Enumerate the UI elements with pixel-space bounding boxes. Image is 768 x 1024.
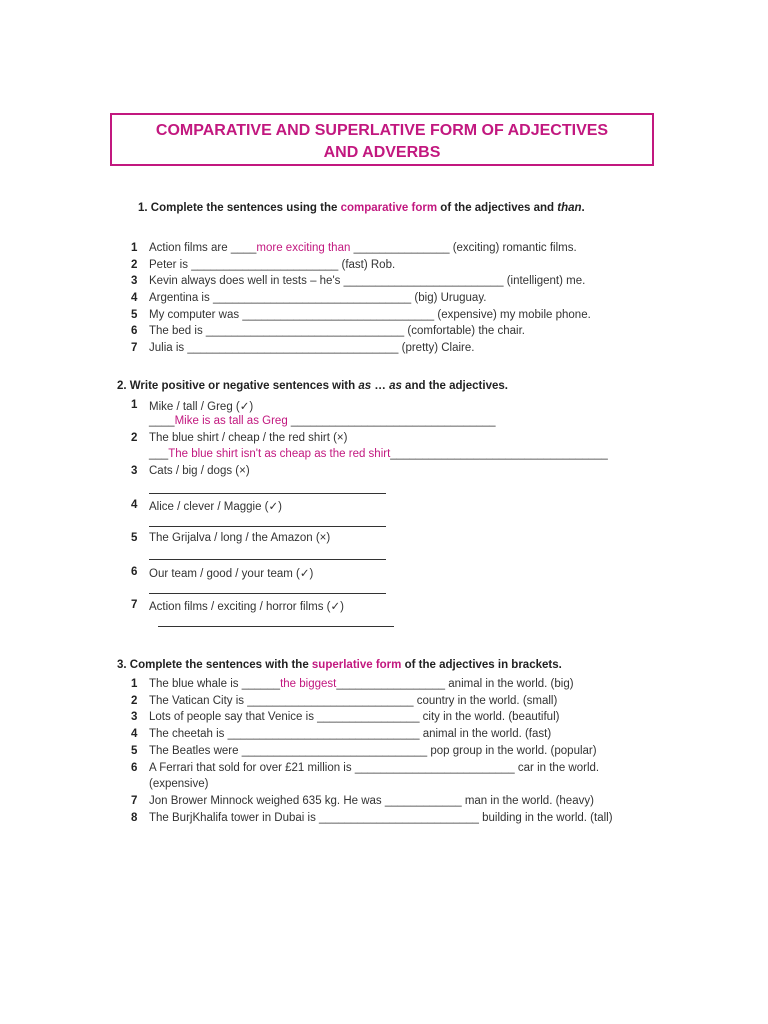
s1-heading-prefix: 1. Complete the sentences using the: [138, 202, 341, 214]
item-number: 1: [131, 399, 138, 411]
sentence-row: [149, 678, 574, 690]
answer-row: [149, 415, 496, 427]
s1-heading-mid: of the adjectives and: [437, 202, 558, 214]
sentence-row: [149, 695, 557, 707]
sentence-start: The Beatles were: [149, 745, 242, 757]
section-3-heading: [117, 659, 562, 671]
sentence-end: pop group in the world. (popular): [427, 745, 597, 757]
sentence-start: A Ferrari that sold for over £21 million is: [149, 762, 355, 774]
answer-blank[interactable]: __________________________________: [390, 448, 608, 460]
s2-heading-italic-2: as: [389, 380, 402, 392]
prompt-text: Cats / big / dogs (×): [149, 465, 250, 477]
sentence-start: Action films are: [149, 242, 231, 254]
s3-heading-prefix: 3. Complete the sentences with the: [117, 659, 312, 671]
prompt-text: Our team / good / your team (✓): [149, 568, 314, 580]
example-answer: Mike is as tall as Greg: [174, 415, 288, 427]
prompt-text: The Grijalva / long / the Amazon (×): [149, 532, 331, 544]
sentence-row: [149, 745, 597, 757]
worksheet-title: [110, 113, 654, 166]
prompt-text: Mike / tall / Greg (✓): [149, 401, 254, 413]
item-number: 7: [131, 342, 138, 354]
sentence-end: car in the world.: [514, 762, 600, 774]
answer-blank[interactable]: _______________________: [191, 259, 339, 271]
sentence-start: The blue whale is: [149, 678, 242, 690]
item-number: 7: [131, 795, 138, 807]
section-2-heading: [117, 380, 508, 392]
title-line-2: AND ADVERBS: [323, 144, 441, 161]
sentence-end: animal in the world. (fast): [419, 728, 552, 740]
item-number: 2: [131, 259, 138, 271]
sentence-start: Lots of people say that Venice is: [149, 711, 318, 723]
item-number: 5: [131, 532, 138, 544]
item-number: 3: [131, 275, 138, 287]
prompt-text: Alice / clever / Maggie (✓): [149, 501, 282, 513]
example-answer: the biggest: [280, 678, 337, 690]
answer-blank[interactable]: _________________________: [319, 812, 479, 824]
answer-blank[interactable]: __________________________: [247, 695, 414, 707]
sentence-row: [149, 728, 551, 740]
item-number: 7: [131, 599, 138, 611]
sentence-continuation: (expensive): [149, 778, 209, 790]
sentence-end: man in the world. (heavy): [461, 795, 594, 807]
answer-blank[interactable]: ___: [149, 448, 169, 460]
item-number: 6: [131, 325, 138, 337]
sentence-end: (expensive) my mobile phone.: [434, 309, 591, 321]
sentence-end: country in the world. (small): [413, 695, 558, 707]
item-number: 3: [131, 711, 138, 723]
example-answer: The blue shirt isn't as cheap as the red shirt: [168, 448, 391, 460]
sentence-row: [149, 711, 559, 723]
answer-row: [149, 448, 608, 460]
item-number: 3: [131, 465, 138, 477]
sentence-row: [149, 325, 525, 337]
answer-blank[interactable]: _______________________________: [205, 325, 405, 337]
sentence-end: (big) Uruguay.: [411, 292, 487, 304]
answer-blank[interactable]: ______________________________: [227, 728, 420, 740]
prompt-text: Action films / exciting / horror films (✓): [149, 601, 344, 613]
sentence-row: [149, 259, 395, 271]
item-number: 5: [131, 309, 138, 321]
answer-blank[interactable]: _________________________________: [187, 342, 399, 354]
answer-blank[interactable]: ____________: [384, 795, 462, 807]
s1-heading-italic: than: [557, 202, 582, 214]
sentence-start: The BurjKhalifa tower in Dubai is: [149, 812, 320, 824]
prompt-text: The blue shirt / cheap / the red shirt (×): [149, 432, 348, 444]
item-number: 2: [131, 695, 138, 707]
item-number: 1: [131, 678, 138, 690]
item-number: 4: [131, 292, 138, 304]
sentence-start: The cheetah is: [149, 728, 228, 740]
answer-blank[interactable]: _________________: [336, 678, 446, 690]
answer-line[interactable]: [149, 526, 386, 527]
sentence-end: (intelligent) me.: [503, 275, 586, 287]
answer-blank[interactable]: _________________________: [343, 275, 504, 287]
sentence-row: [149, 762, 599, 774]
item-number: 2: [131, 432, 138, 444]
item-number: 6: [131, 566, 138, 578]
item-number: 4: [131, 728, 138, 740]
answer-blank[interactable]: ____: [230, 242, 257, 254]
s1-heading-accent: comparative form: [340, 202, 438, 214]
answer-blank[interactable]: ________________________________: [287, 415, 496, 427]
answer-line[interactable]: [149, 559, 386, 560]
s2-heading-prefix: 2. Write positive or negative sentences with: [117, 380, 359, 392]
sentence-end: building in the world. (tall): [478, 812, 613, 824]
answer-line[interactable]: [149, 493, 386, 494]
sentence-row: [149, 292, 486, 304]
item-number: 8: [131, 812, 138, 824]
answer-line[interactable]: [149, 593, 386, 594]
section-1-heading: [138, 202, 585, 214]
example-answer: more exciting than: [256, 242, 351, 254]
item-number: 6: [131, 762, 138, 774]
sentence-start: The bed is: [149, 325, 206, 337]
sentence-end: animal in the world. (big): [445, 678, 574, 690]
sentence-row: [149, 242, 577, 254]
sentence-start: Argentina is: [149, 292, 213, 304]
sentence-row: [149, 309, 591, 321]
s2-heading-mid: …: [371, 380, 390, 392]
sentence-start: Julia is: [149, 342, 188, 354]
s2-heading-end: and the adjectives.: [401, 380, 508, 392]
sentence-start: Kevin always does well in tests – he's: [149, 275, 344, 287]
sentence-start: Jon Brower Minnock weighed 635 kg. He was: [149, 795, 385, 807]
sentence-row: [149, 795, 594, 807]
answer-blank[interactable]: _______________: [350, 242, 450, 254]
answer-blank[interactable]: ______________________________: [242, 309, 435, 321]
sentence-end: (pretty) Claire.: [398, 342, 475, 354]
item-number: 5: [131, 745, 138, 757]
sentence-end: city in the world. (beautiful): [419, 711, 560, 723]
s3-heading-end: of the adjectives in brackets.: [401, 659, 562, 671]
s2-heading-italic-1: as: [358, 380, 372, 392]
sentence-start: Peter is: [149, 259, 192, 271]
item-number: 1: [131, 242, 138, 254]
answer-blank[interactable]: ____: [149, 415, 175, 427]
sentence-start: The Vatican City is: [149, 695, 248, 707]
s3-heading-accent: superlative form: [311, 659, 402, 671]
answer-blank[interactable]: _____________________________: [241, 745, 428, 757]
sentence-start: My computer was: [149, 309, 243, 321]
sentence-end: (comfortable) the chair.: [404, 325, 525, 337]
sentence-row: [149, 812, 613, 824]
item-number: 4: [131, 499, 138, 511]
answer-blank[interactable]: ______: [241, 678, 281, 690]
sentence-end: (fast) Rob.: [338, 259, 396, 271]
sentence-end: (exciting) romantic films.: [449, 242, 577, 254]
title-line-1: COMPARATIVE AND SUPERLATIVE FORM OF ADJECTIVES: [155, 122, 609, 139]
sentence-row: [149, 342, 474, 354]
answer-line[interactable]: [158, 626, 394, 627]
s1-heading-end: .: [581, 202, 585, 214]
answer-blank[interactable]: _______________________________: [212, 292, 412, 304]
answer-blank[interactable]: ________________: [317, 711, 420, 723]
answer-blank[interactable]: _________________________: [354, 762, 515, 774]
sentence-row: [149, 275, 585, 287]
